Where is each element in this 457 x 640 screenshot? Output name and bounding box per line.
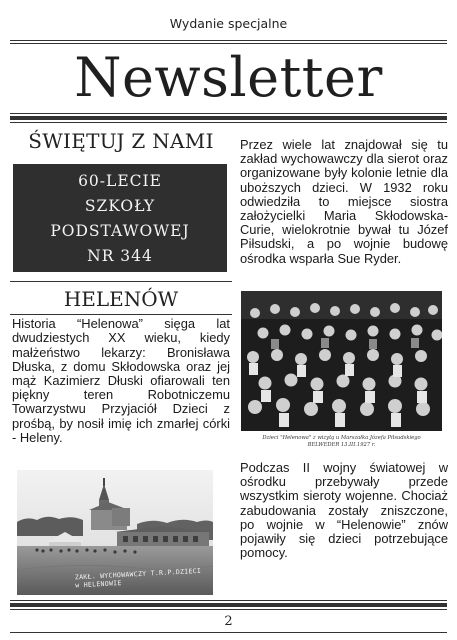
header-top-rule [10,40,447,41]
banner-line: PODSTAWOWEJ [50,222,190,240]
war-paragraph: Podczas II wojny światowej w ośrodku przebywały przede wszystkim sieroty wojenne. Chociaż zabudowania zostały zniszczone, po wojnie w “Helenowie” znów pojawiły się dzieci potrzebujące pomocy. [240,460,448,561]
historic-building-photo [17,470,213,595]
group-photo-caption-line-2: BELWEDER 13.III.1927 r. [307,442,376,448]
history-paragraph: Historia “Helenowa” sięga lat dwudziestych XX wieku, kiedy małżeństwo lekarzy: Bronisława Dłuska, z domu Skłodowska oraz jej mąż Kazimierz Dłuski ofiarowali ten piękny teren Robotniczemu Towarzystwu Przyjaciół Dzieci z prośbą, by nosił imię ich zmarłej córki - Heleny. [12,316,230,445]
left-column [12,128,230,445]
section-title: HELENÓW [63,287,179,311]
anniversary-banner [13,164,227,272]
banner-line: SZKOŁY [84,197,156,215]
celebrate-headline: ŚWIĘTUJ Z NAMI [28,129,214,153]
footer-rule-1 [10,600,447,601]
right-column [240,138,448,266]
masthead-title: Newsletter [74,46,383,109]
banner-line: 60-LECIE [78,172,162,190]
masthead-rule-1 [10,113,447,114]
masthead-rule-3 [10,122,447,123]
banner-line: NR 344 [87,247,153,265]
group-photo-caption-line-1: Dzieci "Helenowa" z wizytą u Marszałka Józefa Piłsudskiego [262,435,421,441]
right-column-lower [240,461,448,560]
building-photo-caption: ZAKŁ. WYCHOWAWCZY T.R.P.DZIECI w HELENOWIE [74,566,202,590]
section-divider-bottom [10,314,232,315]
children-group-photo [241,291,442,455]
footer-rule-3 [10,609,447,610]
section-divider-top [10,272,232,282]
page-number: 2 [224,614,233,629]
bottom-rule [10,632,447,633]
history-paragraph-2: Przez wiele lat znajdował się tu zakład wychowawczy dla sierot oraz organizowane były kolonie letnie dla uboższych dzieci. W 1932 roku odwiedziła to miejsce siostra założycielki Maria Skłodowska-Curie, wielokrotnie bywał tu Józef Piłsudski, a po wojnie budowę ośrodka wsparła Sue Ryder. [240,137,448,266]
header-top-rule-2 [10,43,447,44]
footer-rule-2 [10,603,447,607]
edition-label: Wydanie specjalne [169,16,288,31]
masthead-rule-2 [10,116,447,120]
